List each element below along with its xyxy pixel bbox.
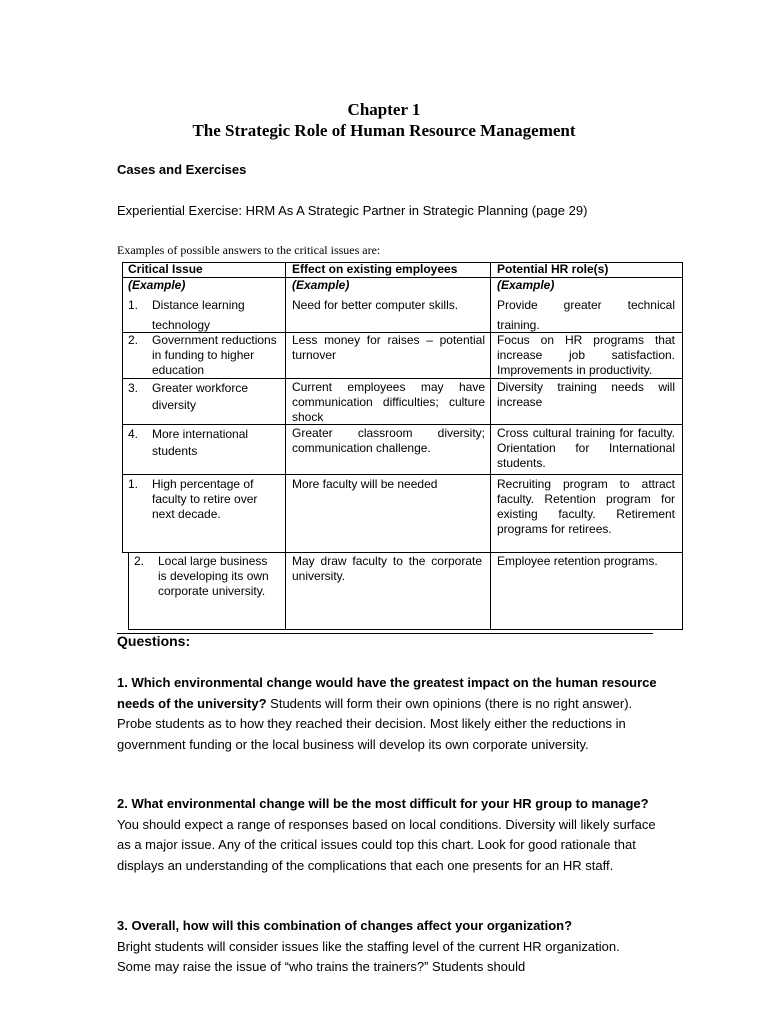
table-row-effect: May draw faculty to the corporate university. xyxy=(292,554,482,583)
chapter-heading: Chapter 1 xyxy=(347,100,421,119)
table-row-effect: Current employees may have communication difficulties; culture shock xyxy=(292,380,485,424)
column-divider-2 xyxy=(490,262,491,630)
issue-text: Local large business is developing its own corporate university. xyxy=(158,554,269,598)
table-border-right xyxy=(682,262,683,630)
table-row-effect: More faculty will be needed xyxy=(292,477,438,491)
table-row-issue xyxy=(128,295,283,331)
row-number: 2. xyxy=(128,333,139,347)
column-divider-1 xyxy=(285,262,286,630)
question-text: 3. Overall, how will this combination of changes affect your organization? xyxy=(117,918,573,933)
table-border-left xyxy=(122,262,123,553)
row-number: 4. xyxy=(128,427,139,441)
table-row-role: Diversity training needs will increase xyxy=(497,380,675,409)
table-row-effect: Need for better computer skills. xyxy=(292,298,459,312)
question-2 xyxy=(117,794,657,876)
row-number: 3. xyxy=(128,381,139,395)
row-divider xyxy=(122,552,683,553)
table-border-bottom xyxy=(128,629,683,630)
row-divider xyxy=(122,378,683,379)
issue-text: Greater workforce diversity xyxy=(152,381,249,412)
header-hr-role: Potential HR role(s) xyxy=(497,262,609,276)
question-3 xyxy=(117,916,657,978)
table-row-effect: Greater classroom diversity; communication challenge. xyxy=(292,426,485,455)
questions-heading: Questions: xyxy=(117,633,191,649)
exercise-title: Experiential Exercise: HRM As A Strategic Partner in Strategic Planning (page 29) xyxy=(117,203,588,218)
example-label: (Example) xyxy=(128,278,186,292)
question-text: 1. Which environmental change would have the greatest impact on the human resource needs of the university? xyxy=(117,675,657,711)
header-critical-issue: Critical Issue xyxy=(128,262,203,276)
answer-text: You should expect a range of responses based on local conditions. Diversity will likely surface as a major issue. Any of the critical issues could top this chart. Look for good rationale that displays an understanding of the complications that each one presents for an HR staff. xyxy=(117,816,656,873)
table-row-role: Cross cultural training for faculty. Orientation for International students. xyxy=(497,426,675,470)
answer-text: Students will form their own opinions (there is no right answer). Probe students as to how they reached their decision. Most likely either the reductions in government funding or the local business will develop its own corporate university. xyxy=(117,695,633,752)
table-row-role: Recruiting program to attract faculty. Retention program for existing faculty. Retirement programs for retirees. xyxy=(497,477,675,536)
issue-text: Government reductions in funding to higher education xyxy=(152,333,277,377)
table-row-role: Provide greater technical training. xyxy=(497,298,675,332)
row-number: 1. xyxy=(128,477,139,491)
table-row-effect: Less money for raises – potential turnover xyxy=(292,333,485,362)
issue-text: Distance learning technology xyxy=(152,298,245,332)
divider-line xyxy=(117,633,653,634)
row-number: 1. xyxy=(128,298,139,312)
example-label: (Example) xyxy=(497,278,555,292)
example-label: (Example) xyxy=(292,278,350,292)
row-divider xyxy=(122,277,683,278)
table-row-role: Focus on HR programs that increase job satisfaction. Improvements in productivity. xyxy=(497,333,675,377)
header-effect: Effect on existing employees xyxy=(292,262,458,276)
issue-text: More international students xyxy=(152,427,249,458)
row-number: 2. xyxy=(134,554,145,568)
document-title: The Strategic Role of Human Resource Management xyxy=(192,121,576,140)
question-text: 2. What environmental change will be the most difficult for your HR group to manage? xyxy=(117,796,649,811)
table-intro: Examples of possible answers to the critical issues are: xyxy=(117,243,381,257)
answer-text: Bright students will consider issues like the staffing level of the current HR organization. Some may raise the issue of “who trains the trainers?” Students should xyxy=(117,938,620,974)
table-border-left-shifted xyxy=(128,552,129,630)
row-divider xyxy=(122,474,683,475)
question-1 xyxy=(117,673,657,755)
table-row-role: Employee retention programs. xyxy=(497,554,658,568)
section-heading: Cases and Exercises xyxy=(117,162,247,177)
issue-text: High percentage of faculty to retire over next decade. xyxy=(152,477,258,521)
